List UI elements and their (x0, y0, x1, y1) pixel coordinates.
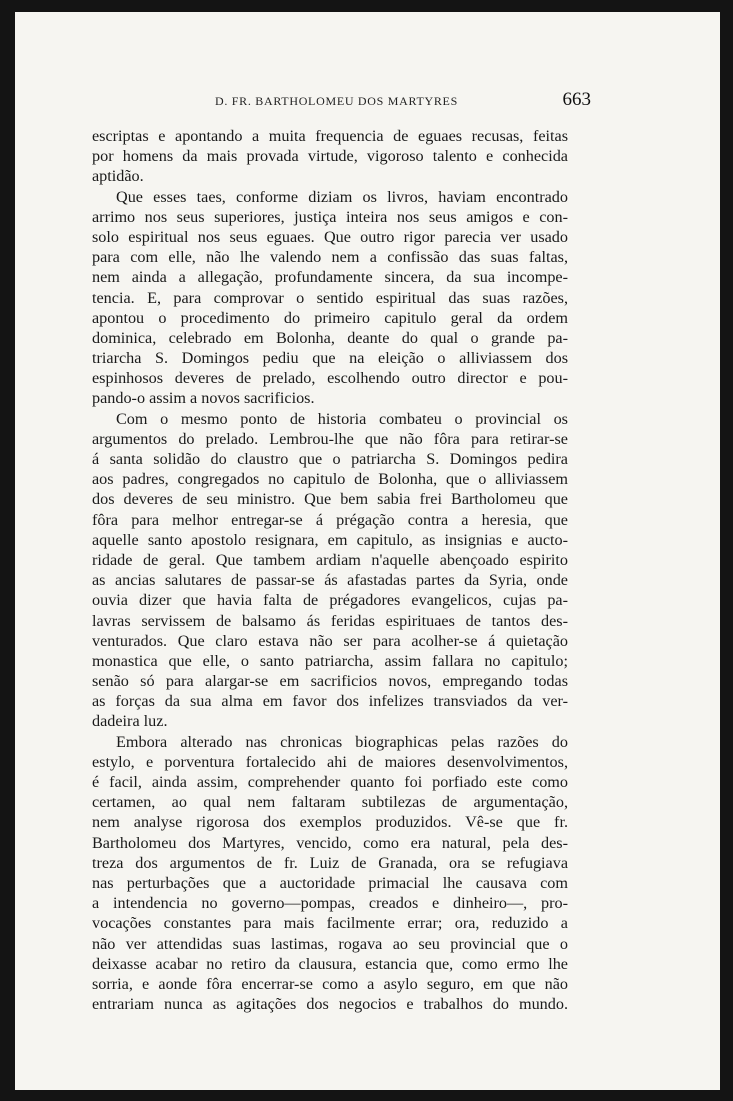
text-line: pando-o assim a novos sacrificios. (92, 389, 315, 408)
text-line: ridade de geral. Que tambem ardiam n'aquelle abençoado espirito (92, 550, 568, 569)
text-line: por homens da mais provada virtude, vigoroso talento e conhecida (92, 147, 568, 166)
text-line: aquelle santo apostolo resignara, em capitulo, as insignias e aucto- (92, 530, 568, 549)
text-line: lavras servissem de balsamo ás feridas espirituaes de tantos des- (92, 611, 568, 630)
text-line: triarcha S. Domingos pediu que na eleição o alliviassem dos (92, 349, 568, 368)
text-line: deixasse acabar no retiro da clausura, estancia que, como ermo lhe (92, 954, 568, 973)
text-line: senão só para alargar-se em sacrificios novos, empregando todas (92, 672, 568, 691)
text-line: fôra para melhor entregar-se á prégação contra a heresia, que (92, 510, 568, 529)
page-number: 663 (562, 89, 591, 110)
text-line: estylo, e porventura fortalecido ahi de maiores desenvolvimentos, (92, 752, 568, 771)
running-header (215, 88, 591, 112)
text-line: dos deveres de seu ministro. Que bem sabia frei Bartholomeu que (92, 490, 568, 509)
text-line: arrimo nos seus superiores, justiça inteira nos seus amigos e con- (92, 207, 568, 226)
text-line: entrariam nunca as agitações dos negocios e trabalhos do mundo. (92, 995, 568, 1014)
text-line: as forças da sua alma em favor dos infelizes transviados da ver- (92, 692, 568, 711)
text-line: certamen, ao qual nem faltaram subtilezas de argumentação, (92, 793, 568, 812)
text-line: venturados. Que claro estava não ser para acolher-se á quietação (92, 631, 568, 650)
text-line: vocações constantes para mais facilmente errar; ora, reduzido a (92, 914, 568, 933)
text-line: Que esses taes, conforme diziam os livros, haviam encontrado (116, 187, 568, 206)
body-text (92, 126, 568, 1014)
text-line: solo espiritual nos seus eguaes. Que outro rigor parecia ver usado (92, 227, 568, 246)
text-line: Com o mesmo ponto de historia combateu o provincial os (116, 409, 568, 428)
text-line: tencia. E, para comprovar o sentido espiritual das suas razões, (92, 288, 568, 307)
text-line: aos padres, congregados no capitulo de Bolonha, que o alliviassem (92, 470, 568, 489)
text-line: dominica, celebrado em Bolonha, deante do qual o grande pa- (92, 328, 568, 347)
text-line: espinhosos deveres de prelado, escolhendo outro director e pou- (92, 369, 568, 388)
text-line: para com elle, não lhe valendo nem a confissão das suas faltas, (92, 248, 568, 267)
text-line: dadeira luz. (92, 712, 168, 731)
text-line: argumentos do prelado. Lembrou-lhe que não fôra para retirar-se (92, 429, 568, 448)
text-line: ouvia dizer que havia falta de prégadores evangelicos, cujas pa- (92, 591, 568, 610)
text-line: nem ainda a allegação, profundamente sincera, da sua incompe- (92, 268, 568, 287)
text-line: apontou o procedimento do primeiro capitulo geral da ordem (92, 308, 568, 327)
text-line: sorria, e aonde fôra encerrar-se como a asylo seguro, em que não (92, 974, 568, 993)
text-line: escriptas e apontando a muita frequencia de eguaes recusas, feitas (92, 127, 568, 145)
text-line: treza dos argumentos de fr. Luiz de Granada, ora se refugiava (92, 853, 568, 872)
text-line: nas perturbações que a auctoridade primacial lhe causava com (92, 873, 568, 892)
text-line: aptidão. (92, 167, 144, 186)
text-line: não ver attendidas suas lastimas, rogava ao seu provincial que o (92, 934, 568, 953)
running-title: D. FR. BARTHOLOMEU DOS MARTYRES (215, 94, 458, 108)
text-line: Embora alterado nas chronicas biographicas pelas razões do (116, 732, 568, 751)
text-line: nem analyse rigorosa dos exemplos produzidos. Vê-se que fr. (92, 813, 568, 832)
text-line: a intendencia no governo—pompas, creados e dinheiro—, pro- (92, 894, 568, 913)
text-line: as ancias salutares de passar-se ás afastadas partes da Syria, onde (92, 571, 568, 590)
text-line: é facil, ainda assim, comprehender quanto foi porfiado este como (92, 773, 568, 791)
text-line: Bartholomeu dos Martyres, vencido, como era natural, pela des- (92, 833, 568, 852)
text-line: monastica que elle, o santo patriarcha, assim fallara no capitulo; (92, 651, 568, 670)
text-line: á santa solidão do claustro que o patriarcha S. Domingos pedira (92, 450, 568, 468)
